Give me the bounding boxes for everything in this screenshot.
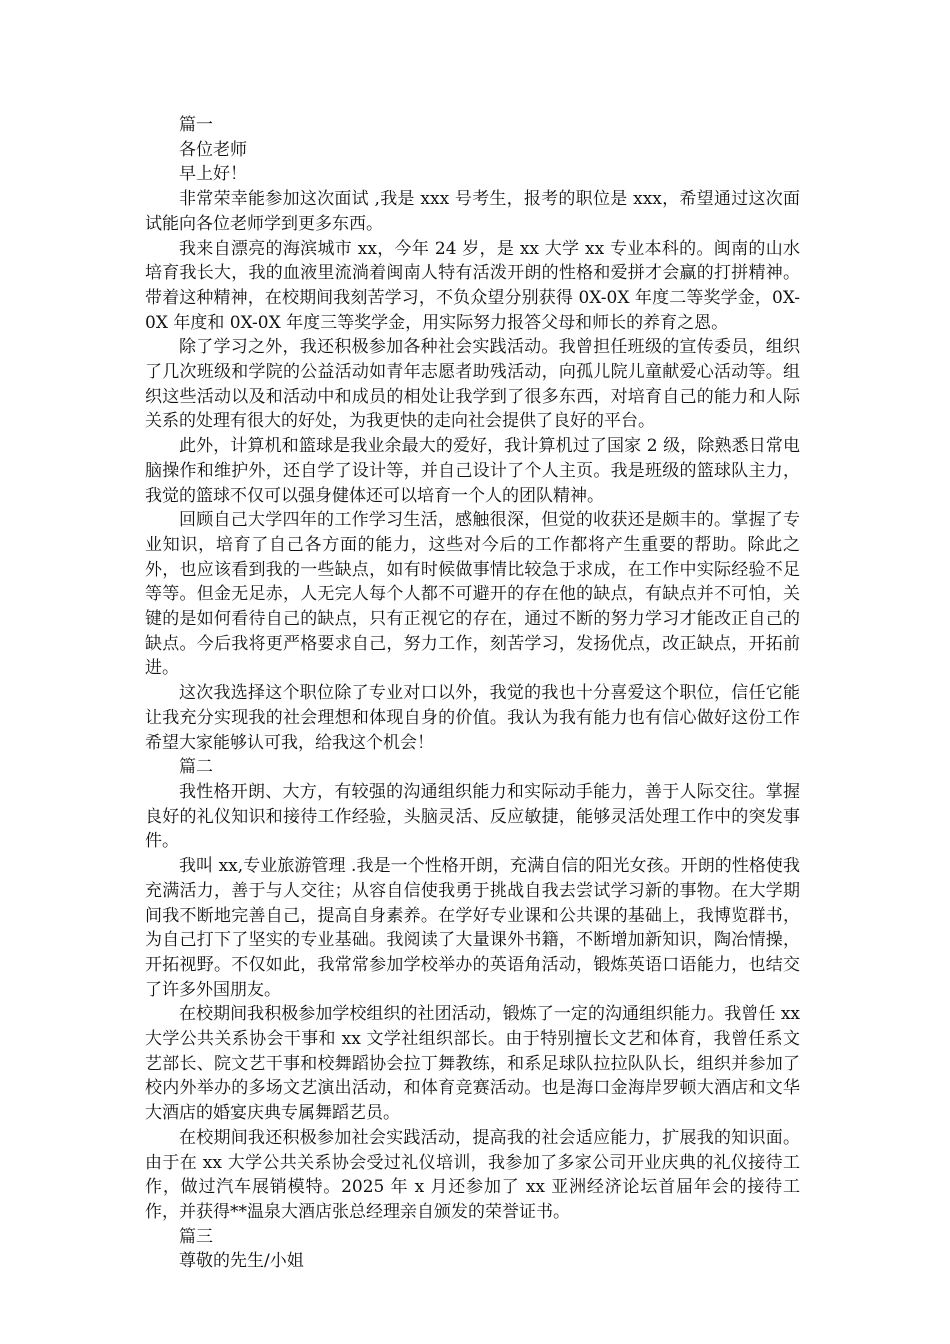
- paragraph: 在校期间我积极参加学校组织的社团活动，锻炼了一定的沟通组织能力。我曾任 xx 大学公共关系协会干事和 xx 文学社组织部长。由于特别擅长文艺和体育，我曾任系文艺部长、院文艺干事和校舞蹈协会拉丁舞教练，和系足球队拉拉队队长，组织并参加了校内外举办的多场文艺演出活动，和体育竞赛活动。也是海口金海岸罗顿大酒店和文华大酒店的婚宴庆典专属舞蹈艺员。: [145, 1004, 800, 1124]
- section-heading: 篇一: [179, 115, 213, 135]
- paragraph: 这次我选择这个职位除了专业对口以外，我觉的我也十分喜爱这个职位，信任它能让我充分实现我的社会理想和体现自身的价值。我认为我有能力也有信心做好这份工作希望大家能够认可我，给我这个机会！: [145, 683, 800, 753]
- section-heading: 篇三: [179, 1226, 213, 1247]
- paragraph: 我叫 xx,专业旅游管理 .我是一个性格开朗，充满自信的阳光女孩。开朗的性格使我充满活力，善于与人交往；从容自信使我勇于挑战自我去尝试学习新的事物。在大学期间我不断地完善自己，提高自身素养。在学好专业课和公共课的基础上，我博览群书，为自己打下了坚实的专业基础。我阅读了大量课外书籍，不断增加新知识，陶冶情操，开拓视野。不仅如此，我常常参加学校举办的英语角活动，锻炼英语口语能力，也结交了许多外国朋友。: [145, 856, 800, 1000]
- salutation: 各位老师: [179, 139, 247, 160]
- paragraph: 在校期间我还积极参加社会实践活动，提高我的社会适应能力，扩展我的知识面。由于在 xx 大学公共关系协会受过礼仪培训，我参加了多家公司开业庆典的礼仪接待工作，做过汽车展销模特。2025 年 x 月还参加了 xx 亚洲经济论坛首届年会的接待工作，并获得**温泉大酒店张总经理亲自颁发的荣誉证书。: [145, 1127, 800, 1222]
- section-heading: 篇二: [179, 757, 213, 778]
- salutation: 尊敬的先生/小姐: [179, 1251, 304, 1272]
- document-body: [145, 113, 800, 1274]
- paragraph: 此外，计算机和篮球是我业余最大的爱好，我计算机过了国家 2 级，除熟悉日常电脑操作和维护外，还自学了设计等，并自己设计了个人主页。我是班级的篮球队主力，我觉的篮球不仅可以强身健体还可以培育一个人的团队精神。: [145, 436, 800, 506]
- paragraph: 除了学习之外，我还积极参加各种社会实践活动。我曾担任班级的宣传委员，组织了几次班级和学院的公益活动如青年志愿者助残活动，向孤儿院儿童献爱心活动等。组织这些活动以及和活动中和成员的相处让我学到了很多东西，对培育自己的能力和人际关系的处理有很大的好处，为我更快的走向社会提供了良好的平台。: [145, 337, 800, 432]
- paragraph: 回顾自己大学四年的工作学习生活，感触很深，但觉的收获还是颇丰的。掌握了专业知识，培育了自己各方面的能力，这些对今后的工作都将产生重要的帮助。除此之外，也应该看到我的一些缺点，如有时候做事情比较急于求成，在工作中实际经验不足等等。但金无足赤，人无完人每个人都不可避开的存在他的缺点，有缺点并不可怕，关键的是如何看待自己的缺点，只有正视它的存在，通过不断的努力学习才能改正自己的缺点。今后我将更严格要求自己，努力工作，刻苦学习，发扬优点，改正缺点，开拓前进。: [145, 510, 800, 679]
- paragraph: 非常荣幸能参加这次面试 ,我是 xxx 号考生，报考的职位是 xxx，希望通过这次面试能向各位老师学到更多东西。: [145, 189, 800, 234]
- paragraph: 我性格开朗、大方，有较强的沟通组织能力和实际动手能力，善于人际交往。掌握良好的礼仪知识和接待工作经验，头脑灵活、反应敏捷，能够灵活处理工作中的突发事件。: [145, 781, 800, 852]
- greeting: 早上好！: [179, 164, 247, 185]
- paragraph: 我来自漂亮的海滨城市 xx，今年 24 岁，是 xx 大学 xx 专业本科的。闽南的山水培育我长大，我的血液里流淌着闽南人特有活泼开朗的性格和爱拼才会赢的打拼精神。带着这种精神，在校期间我刻苦学习，不负众望分别获得 0X-0X 年度二等奖学金，0X-0X 年度和 0X-0X 年度三等奖学金，用实际努力报答父母和师长的养育之恩。: [145, 238, 800, 333]
